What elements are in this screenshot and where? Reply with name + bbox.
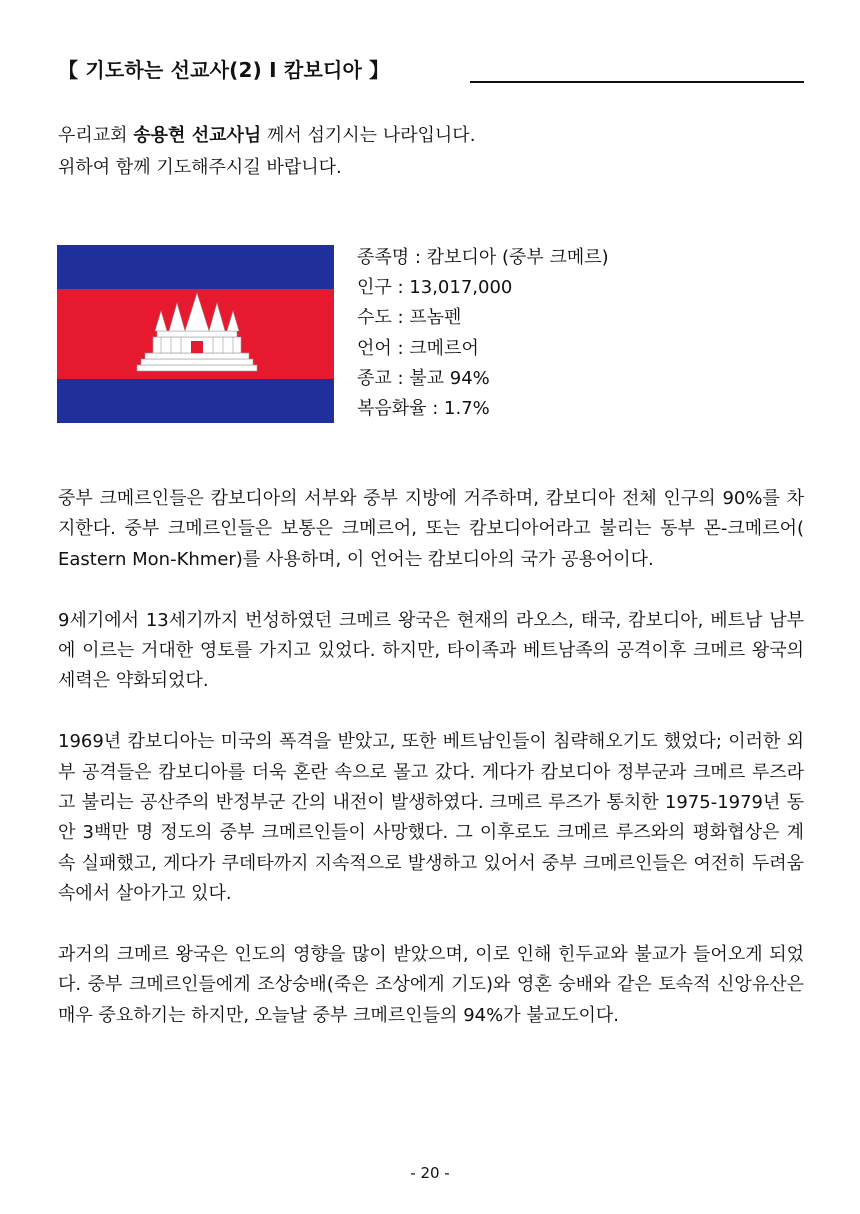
cambodia-flag-icon	[57, 245, 334, 423]
section-title: 【 기도하는 선교사(2) Ⅰ 캄보디아 】	[58, 58, 390, 82]
missionary-name: 송용현 선교사님	[133, 125, 262, 146]
header-underline	[470, 81, 804, 83]
intro-line-1	[58, 120, 804, 152]
intro-line-2: 위하여 함께 기도해주시길 바랍니다.	[58, 157, 342, 178]
fact-population: 인구 : 13,017,000	[357, 277, 513, 299]
fact-religion: 종교 : 불교 94%	[357, 367, 490, 389]
country-facts	[357, 243, 609, 424]
fact-evangelization-rate: 복음화율 : 1.7%	[357, 398, 490, 420]
section-header	[58, 56, 804, 86]
fact-capital: 수도 : 프놈펜	[357, 307, 462, 329]
intro-prefix: 우리교회	[58, 125, 134, 146]
fact-ethnic-group: 종족명 : 캄보디아 (중부 크메르)	[357, 247, 609, 268]
paragraph-1: 중부 크메르인들은 캄보디아의 서부와 중부 지방에 거주하며, 캄보디아 전체 인구의 90%를 차지한다. 중부 크메르인들은 보통은 크메르어, 또는 캄보디아어라고 불리는 동부 몬-크메르어( Eastern Mon-Khmer)를 사용하며, 이 언어는 캄보디아의 국가 공용어이다.	[58, 488, 804, 570]
intro-suffix: 께서 섬기시는 나라입니다.	[261, 125, 476, 146]
paragraph-3: 1969년 캄보디아는 미국의 폭격을 받았고, 또한 베트남인들이 침략해오기도 했었다; 이러한 외부 공격들은 캄보디아를 더욱 혼란 속으로 몰고 갔다. 게다가 캄보디아 정부군과 크메르 루즈라고 불리는 공산주의 반정부군 간의 내전이 발생하였다. 크메르 루즈가 통치한 1975-1979년 동안 3백만 명 정도의 중부 크메르인들이 사망했다. 그 이후로도 크메르 루즈와의 평화협상은 계속 실패했고, 게다가 쿠데타까지 지속적으로 발생하고 있어서 중부 크메르인들은 여전히 두려움 속에서 살아가고 있다.	[58, 731, 804, 905]
body-text	[58, 484, 804, 1062]
page-number: - 20 -	[410, 1164, 450, 1182]
cambodia-flag-image	[57, 245, 334, 423]
paragraph-2: 9세기에서 13세기까지 번성하였던 크메르 왕국은 현재의 라오스, 태국, 캄보디아, 베트남 남부에 이르는 거대한 영토를 가지고 있었다. 하지만, 타이족과 베트남족의 공격이후 크메르 왕국의 세력은 약화되었다.	[58, 609, 804, 692]
fact-language: 언어 : 크메르어	[357, 337, 479, 359]
paragraph-4: 과거의 크메르 왕국은 인도의 영향을 많이 받았으며, 이로 인해 힌두교와 불교가 들어오게 되었다. 중부 크메르인들에게 조상숭배(죽은 조상에게 기도)와 영혼 숭배와 같은 토속적 신앙유산은 매우 중요하기는 하지만, 오늘날 중부 크메르인들의 94%가 불교도이다.	[58, 944, 804, 1026]
intro-text	[58, 120, 804, 184]
